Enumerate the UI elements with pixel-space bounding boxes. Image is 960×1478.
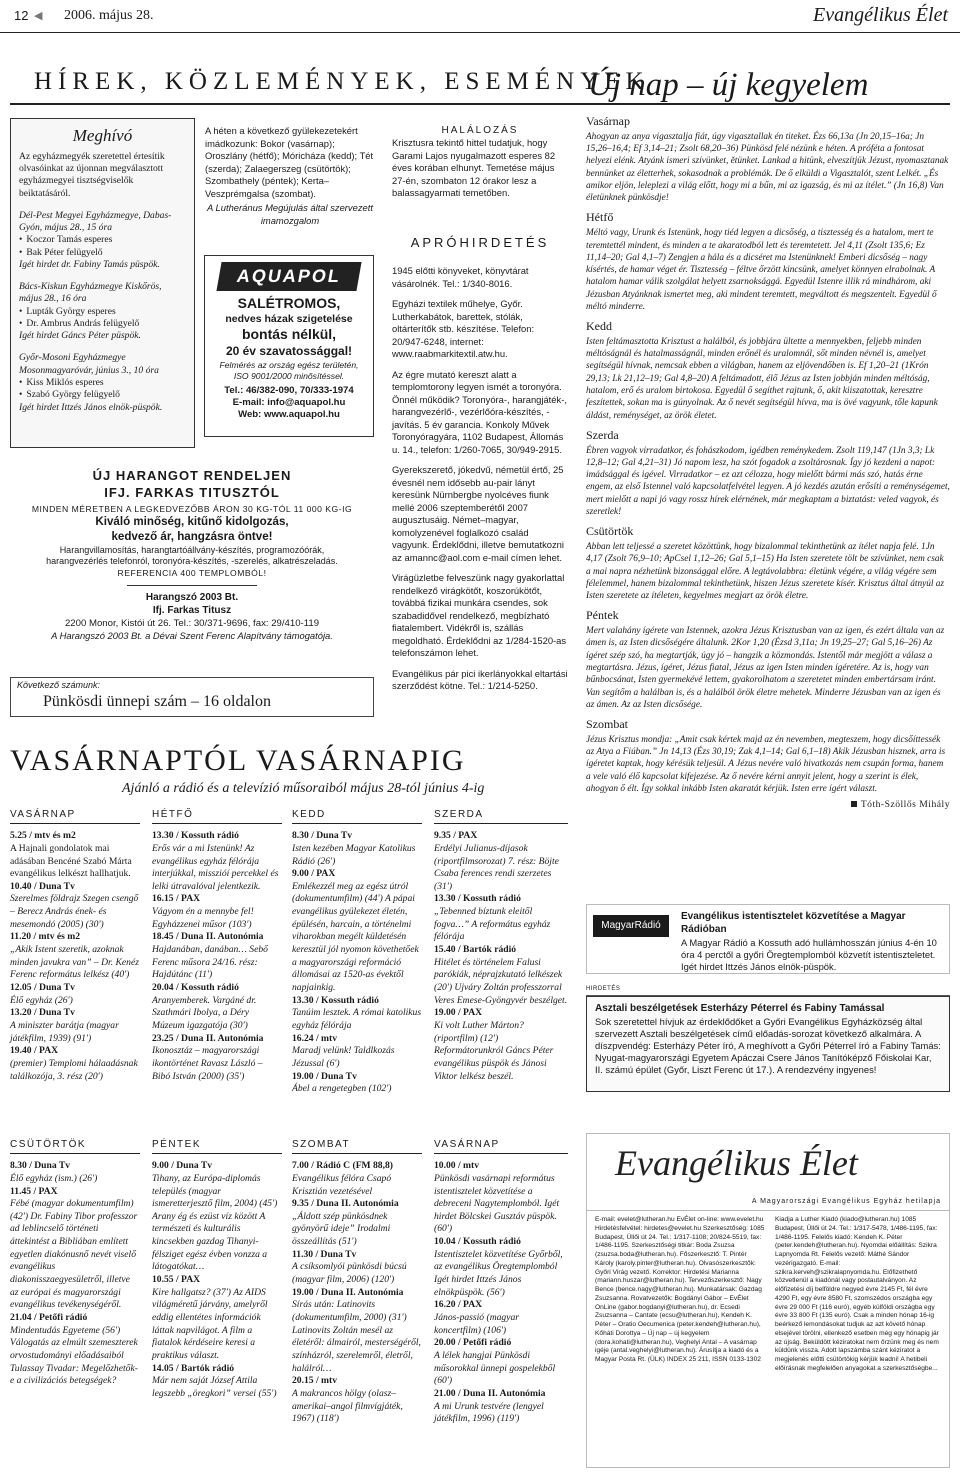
entry-desc: Élő egyház (ism.) (26') bbox=[10, 1172, 98, 1184]
entry-desc: Szerelmes földrajz Szegen csengő – Berecz András ének- és mesemondó (2005) (30') bbox=[10, 893, 139, 930]
entry-desc: Evangélikus félóra Csapó Krisztián vezetésével bbox=[292, 1172, 392, 1197]
group-preacher: Igét hirdet dr. Fabiny Tamás püspök. bbox=[19, 258, 160, 270]
ad-line: REFERENCIA 400 TEMPLOMBÓL! bbox=[117, 567, 267, 578]
entry-time: 10.40 / Duna Tv bbox=[10, 880, 75, 892]
entry-desc: Vágyom én a mennybe fel! Egyházzenei műsor (103') bbox=[152, 906, 254, 930]
header-rule bbox=[0, 32, 960, 33]
group-item: • Dr. Ambrus András felügyelő bbox=[19, 318, 186, 330]
entry-time: 9.35 / Duna II. Autonómia bbox=[292, 1198, 399, 1210]
apro-item: Gyerekszerető, jókedvű, németül értő, 25 évesnél nem idősebb au-pair lányt keresünk Nürnbergbe nyolcéves fiunk mellé 2006 szeptemberétől 2007 augusztusáig. Német–magyar, komolyzenével foglalkozó család vagyunk. Érdeklődni, illetve bemutatkozni az amannc@aol.com e-mail címen lehet. bbox=[392, 464, 564, 563]
ad-label: HIRDETÉS bbox=[586, 986, 950, 996]
apro-block bbox=[392, 234, 568, 693]
ad-line: IFJ. FARKAS TITUSZTÓL bbox=[104, 484, 280, 500]
entry-desc: Tihany, az Európa-diplomás település (magyar ismeretterjesztő film, 2004) (45') Arany ég és ezüst víz között A természeti és kulturális kincsekben gazdag Tihanyi-félsziget egész évben vonzza a látogatókat… bbox=[152, 1172, 278, 1273]
ad-line: kedvező ár, hangzásra öntve! bbox=[111, 530, 273, 544]
ad-line: 20 év szavatossággal! bbox=[225, 344, 353, 359]
entry-time: 8.30 / Duna Tv bbox=[292, 830, 353, 842]
entry-desc: A miniszter barátja (magyar játékfilm, 1939) (91') bbox=[10, 1020, 119, 1044]
entry-desc: Hajdanában, danában… Sebő Ferenc műsora 24/16. rész: Hajdútánc (11') bbox=[152, 944, 268, 981]
entry-time: 5.25 / mtv és m2 bbox=[10, 830, 76, 842]
day-text: Isten feltámasztotta Krisztust a halálból, és jobbjára ültette a mennyekben, feljebb minden méltóságnál és hatalmasságnál, minden erőnél és uralomnál, sőt minden névnél is, amelyet segítségül hívnak, nemcsak ebben a világban, hanem az eljövendőben is. Ef 1,20–21 (1Krón 29,13; Lk 21,12–19; Gal 4,8–20) A feltámadott, élő Jézus az Isten jobbján minden méltóság, hatalom, erő és uralom birtokosa. Egyedül ő segíthet rajtunk, ő, akit kiiszatottak, keresztre feszítettek, sokan ma is gúnyolnak. Az ő nevét segítségül hívva, ma is övé vagyunk, tőle kapunk áldást, reménységet, az örök életet. bbox=[586, 336, 938, 421]
entry-time: 9.00 / PAX bbox=[292, 868, 336, 880]
entry-time: 13.30 / Kossuth rádió bbox=[434, 893, 521, 905]
entry-desc: A makrancos hölgy (olasz–amerikai–angol filmvígjáték, 1967) (118') bbox=[292, 1388, 403, 1425]
radio-text: A Magyar Rádió a Kossuth adó hullámhosszán június 4-én 10 óra 4 perctől a győri Öregtemplomból közvetít istentiszteletet. Igét hirdet Ittzés János elnök-püspök. bbox=[681, 936, 937, 972]
aquapol-ad bbox=[204, 255, 374, 437]
entry-time: 12.05 / Duna Tv bbox=[10, 982, 75, 994]
entry-desc: Sírás után: Latinovits (dokumentumfilm, 2000) (31') Latinovits Zoltán mesél az életéről: álmairól, mesterségéről, színházról, szerelemről, életről, halálról… bbox=[292, 1299, 421, 1374]
entry-time: 18.45 / Duna II. Autonómia bbox=[152, 931, 264, 943]
program-day bbox=[10, 1138, 140, 1388]
program-day bbox=[434, 808, 568, 1083]
vasarnaptol-subtitle: Ajánló a rádió és a televízió műsoraiból május 28-tól június 4-ig bbox=[122, 781, 485, 796]
ad-line: Ifj. Farkas Titusz bbox=[152, 604, 232, 616]
apro-item: Egyházi textilek műhelye, Győr. Lutherkabátok, barettek, stólák, oltárterítők stb. készítése. Telefon: 20/947-6248, internet: www.raabmarkitextil.atw.hu. bbox=[392, 298, 535, 360]
apro-title: APRÓHIRDETÉS bbox=[410, 235, 550, 250]
day-heading: Csütörtök bbox=[586, 524, 634, 539]
entry-time: 10.00 / mtv bbox=[434, 1160, 480, 1172]
day-text: Abban lett teljessé a szeretet közöttünk, hogy bizalommal tekinthetünk az ítélet napja felé. 1Jn 4,17 (Zsolt 76,9–10; ApCsel 1,12–26; Gal 5,1–15) Ha Isten szeretete tölt be szívünket, nem csak a mai napra nézhetünk bizonsággal előre. A legtávolabbra: életünk végére, a világ végére sem félelemmel, hanem bizalommal tekinthetünk, hiszen Jézus szeretete kísér. Krisztus által átnyúl az Isten szeretete az ítéleten, kegyelmes megjart az örök életre. bbox=[586, 542, 945, 602]
ad-web[interactable]: Web: www.aquapol.hu bbox=[238, 409, 340, 421]
entry-time: 21.04 / Petőfi rádió bbox=[10, 1312, 88, 1324]
next-issue-label: Következő számunk: bbox=[17, 680, 101, 690]
entry-time: 21.00 / Duna II. Autonómia bbox=[434, 1388, 546, 1399]
entry-time: 13.30 / Kossuth rádió bbox=[292, 994, 379, 1006]
entry-desc: Ki volt Luther Márton? (riportfilm) (12') Reformátorunkról Gáncs Péter evangélikus püspök és Jánosi Viktor lelkész beszél. bbox=[434, 1020, 554, 1082]
ad-line: Harangvillamosítás, harangtartóállvány-készítés, programozóórák, bbox=[59, 544, 325, 555]
meghivo-intro: Az egyházmegyék szeretettel értesítik olvasóinkat az újonnan megválasztott egyházmegyei tisztségviselők beiktatásáról. bbox=[19, 150, 165, 199]
entry-time: 11.30 / Duna Tv bbox=[292, 1248, 357, 1260]
entry-desc: Kire hallgatsz? (37') Az AIDS világméretű járvány, amelyről eddig ellentétes információk láttak napvilágot. A film a fiatalok kérdéseire keresi a praktikus választ. bbox=[152, 1286, 268, 1362]
ad-line: 2200 Monor, Kistói út 26. Tel.: 30/371-9696, fax: 29/410-119 bbox=[64, 617, 320, 629]
day-heading: Kedd bbox=[586, 319, 612, 334]
entry-time: 19.00 / Duna II. Autonómia bbox=[292, 1286, 404, 1298]
entry-desc: Maradj velünk! Taldlkozás Jézussal (6') bbox=[292, 1045, 395, 1069]
entry-time: 9.00 / Duna Tv bbox=[152, 1160, 213, 1172]
meghivo-group bbox=[19, 281, 186, 342]
harang-ad bbox=[10, 462, 374, 657]
brand-logo: Evangélikus Élet bbox=[813, 4, 948, 26]
entry-time: 19.40 / PAX bbox=[10, 1045, 59, 1057]
entry-desc: (premier) Templomi hálaadásnak találkozója, 3. rész (20') bbox=[10, 1058, 138, 1082]
day-text: Mert valahány ígérete van Istennek, azokra Jézus Krisztusban van az igen, és ezért általa van az ámen is, az Isten dicsőségére általunk. 2Kor 1,20 (Ézsd 3,11a; Jn 19,25–27; Gal 5,16–26) Az ígéret szép szó, ha megtartják, úgy jó – hangzik a közmondás. Istentől már megjött a válasz a megtartásra. Jézus, ígéret, Jézus fiatal, Jézus az igen Isten minden ígéretére. Az is, hogy van bűnbocsánat, Isten gyermekévé lettem, gyakorolhatom a szeretetet minden embertársam iránt. Van segítőm a halálban is, és a halálból örök életre mehetek. Minderre Jézusban van az igen és az ámen. Az az Isten dicsősége. bbox=[586, 626, 945, 710]
heten-block bbox=[205, 125, 375, 227]
entry-desc: Hitélet és történelem Falusi parókiák, népraj​zkutató lelkészek (20') Ujváry Zoltán professzorral Veres Emese-Gyöngyvér beszélget. bbox=[434, 956, 568, 1006]
day-heading: PÉNTEK bbox=[152, 1138, 282, 1154]
masthead-box bbox=[586, 1133, 950, 1468]
entry-desc: Tanúim lesztek. A római katolikus egyház félórája bbox=[292, 1007, 422, 1032]
masthead-title: Evangélikus Élet bbox=[615, 1143, 858, 1183]
entry-time: 16.20 / PAX bbox=[434, 1299, 483, 1311]
day-heading: Hétfő bbox=[586, 210, 614, 225]
radio-box bbox=[586, 904, 950, 974]
meghivo-group bbox=[19, 352, 186, 413]
apro-item: Az égre mutató kereszt alatt a templomtorony legyen ismét a toronyóra. Önnél működik? Toronyóra-, harangjáték-, harangvezérlő-, vezérlőóra-készítés, -javítás. 5 év garancia. Konkoly Művek Toronyóragyára, 1102 Budapest, Állomás u. 14., telefon: 1/260-7065, 30/949-2915. bbox=[392, 368, 567, 455]
hirdetes-label bbox=[586, 986, 950, 996]
entry-time: 14.05 / Bartók rádió bbox=[152, 1362, 235, 1374]
entry-desc: A lélek hangjai Pünkösdi műsorokkal ünnepi gospelekből (60') bbox=[434, 1350, 556, 1387]
meghivo-box bbox=[10, 118, 195, 448]
day-heading: Szombat bbox=[586, 717, 628, 732]
ad-line: ÚJ HARANGOT RENDELJEN bbox=[92, 468, 292, 483]
group-place: Dél-Pest Megyei Egyházmegye, Dabas-Gyón, május 28., 15 óra bbox=[19, 209, 172, 234]
ujnap-title: Új nap – új kegyelem bbox=[588, 67, 869, 103]
entry-desc: Istentisztelet közvetítése Győrből, az evangélikus Öregtemplomból Igét hirdet Ittzés János elnökpüspök. (56') bbox=[434, 1248, 563, 1298]
day-heading: HÉTFŐ bbox=[152, 808, 282, 824]
entry-desc: „Akik Istent szeretik, azoknak minden javukra van” – Dr. Kenéz Ferenc református lelkész (40') bbox=[10, 944, 139, 981]
halalozas-title: HALÁLOZÁS bbox=[441, 125, 519, 136]
entry-desc: Ábel a rengetegben (102') bbox=[292, 1083, 392, 1095]
entry-desc: Már nem saját József Attila legszebb „öregkori” versei (55') bbox=[152, 1375, 277, 1399]
masthead-subtitle: A Magyarországi Evangélikus Egyház hetilapja bbox=[751, 1198, 941, 1205]
masthead-col2: Kiadja a Luther Kiadó (kiado@lutheran.hu) 1085 Budapest, Üllői út 24. Tel.: 1/317-5478, 1/486-1195, fax: 1/486-1195. Felelős kiadó: Kendeh K. Péter (peter.kendeh@lutheran.hu). Nyomdai előállítás: Szikra Lapnyomda Rt. Felelős vezető: Máthé Sándor vezérigazgató. E-mail: szikra.kerveh@szikralapnyomda.hu. Előfizethető közvetlenül a kiadónál vagy postautalványon. Az előfizetési díj belföldre negyed évre 2145 Ft, fél évre 4290 Ft, egy évre 8580 Ft, szomszédos országba egy évre 29 000 Ft (116 euró), egyéb külföldi országba egy évre 33 800 Ft (135 euró). Csak a minden hónap 16-ig beérkező lemondásokat tudjuk az azt követő hónap elsejével törölni, ellenkező esetben még egy hónapig jár az újság. Beküldött kéziratokat nem őrzünk meg és nem küldünk vissza. Adott lapszámba szánt kéziratot a megjelenés előtti csütörtökig kérjük leadni! A hetibeli előírásnak megfelelően anyagokat a szerkesztőségbe... bbox=[775, 1216, 939, 1373]
entry-time: 13.20 / Duna Tv bbox=[10, 1007, 75, 1019]
heten-note: A Lutheránus Megújulás által szervezett imamozgalom bbox=[207, 202, 373, 226]
ad-line: harangvezérlés telefonról, toronyóra-készítés, -szerelés, alkatrészeladás. bbox=[46, 556, 338, 567]
ad-line: Kiváló minőség, kitűnő kidolgozás, bbox=[95, 515, 289, 529]
day-heading: CSÜTÖRTÖK bbox=[10, 1138, 140, 1154]
hirek-title: HÍREK, KÖZLEMÉNYEK, ESEMÉNYEK bbox=[34, 68, 650, 95]
ad-line: MINDEN MÉRETBEN A LEGKEDVEZŐBB ÁRON 30 KG-TÓL 11 000 KG-IG bbox=[31, 504, 353, 515]
entry-time: 8.30 / Duna Tv bbox=[10, 1160, 71, 1172]
day-heading: SZOMBAT bbox=[292, 1138, 422, 1154]
group-preacher: Igét hirdet Ittzés János elnök-püspök. bbox=[19, 401, 163, 413]
entry-time: 11.45 / PAX bbox=[10, 1185, 58, 1197]
next-issue-text: Pünkösdi ünnepi szám – 16 oldalon bbox=[43, 692, 271, 710]
entry-time: 10.55 / PAX bbox=[152, 1274, 201, 1286]
aquapol-logo: AQUAPOL bbox=[216, 262, 361, 291]
entry-desc: A mi Urunk testvére (lengyel játékfilm, 1996) (119') bbox=[434, 1400, 544, 1425]
issue-date: 2006. május 28. bbox=[64, 8, 154, 23]
ad-email[interactable]: E-mail: info@aquapol.hu bbox=[232, 396, 346, 408]
ad-line: SALÉTROMOS, bbox=[237, 295, 341, 312]
apro-item: Virágüzletbe felveszünk nagy gyakorlattal rendelkező virágkötőt, koszorúkötőt, továbbá fizikai munkára csendes, sok szabadidővel rendelkező, megbízható fiatalembert. Vidékről is, szállás megoldható. Érdeklődni az 1/284-1520-as telefonszámon lehet. bbox=[392, 572, 567, 659]
program-day bbox=[10, 808, 140, 1083]
group-item: • Lupták György esperes bbox=[19, 306, 186, 318]
section-rule bbox=[10, 103, 950, 105]
entry-time: 9.35 / PAX bbox=[434, 830, 478, 842]
day-heading: Vasárnap bbox=[586, 114, 630, 128]
magyar-radio-logo: MagyarRádió bbox=[593, 915, 669, 937]
entry-time: 19.00 / PAX bbox=[434, 1007, 483, 1019]
group-item: • Bak Péter felügyelő bbox=[19, 247, 186, 259]
day-heading: VASÁRNAP bbox=[434, 1138, 568, 1154]
program-day bbox=[152, 808, 282, 1083]
next-issue-box bbox=[10, 677, 374, 717]
ad-line: Harangszó 2003 Bt. bbox=[145, 591, 239, 603]
entry-desc: János-passió (magyar koncertfilm) (106') bbox=[434, 1312, 520, 1336]
entry-desc: Aranyemberek. Vargáné dr. Szathmári Ibolya, a Déry Múzeum igazgatója (30') bbox=[152, 994, 257, 1032]
ad-line: A Harangszó 2003 Bt. a Dévai Szent Ferenc Alapítvány támogatója. bbox=[51, 629, 333, 641]
apro-item: Evangélikus pár pici ikerlányokkal eltartási szerződést kötne. Tel.: 1/214-5250. bbox=[392, 667, 568, 692]
halalozas-text: Krisztusra tekintő hittel tudatjuk, hogy Garami Lajos nyugalmazott esperes 82 éves korában elhunyt. Temetése május 27-én, szombaton 12 órakor lesz a balassagyarmati temetőben. bbox=[392, 137, 556, 199]
entry-time: 20.15 / mtv bbox=[292, 1375, 338, 1387]
ad-divider bbox=[127, 585, 257, 586]
vasarnaptol-title: VASÁRNAPTÓL VASÁRNAPIG bbox=[10, 744, 466, 777]
entry-desc: Emlékezzél meg az egész útról (dokumentumfilm) (44') A pápai evangélikus gyülekezet életén, épülésén, harcain, a történelmi viharokban megélt küldetésén keresztül jól nyomon követhetőek a magyarországi reformáció állomásai az 1520-as évektől napjainkig. bbox=[292, 880, 419, 994]
entry-time: 20.04 / Kossuth rádió bbox=[152, 982, 239, 994]
day-text: Méltó vagy, Urunk és Istenünk, hogy tiéd legyen a dicsőség, a tisztesség és a hatalom, mert te teremtettél mindent, és minden a te akaratodból lett és teremtetett. Jel 4,11 (Zsolt 135,6; Ez 11,14–20; Gal 4,1–7) Zengjen a hála és a dicséret ma Istenünknek! Emberi dicsőség – nagy kísértés, de hamar véget ér. Tisztesség – féltve őrzött kincsünk, amelyet könnyen elrabolnak. A hatalom hamar válik szolgálat helyett zsarnoksággá. Egyedül Istenre illik rá mindhárom, aki Jézusban Atyánknak ismertet meg, aki mindent teremtett, megváltott és megszentelt. Egyedül ő méltó minderre. bbox=[586, 228, 937, 312]
entry-time: 16.15 / PAX bbox=[152, 893, 201, 905]
apro-item: 1945 előtti könyveket, könyvtárat vásárolnék. Tel.: 1/340-8016. bbox=[392, 265, 529, 289]
entry-time: 7.00 / Rádió C (FM 88,8) bbox=[292, 1160, 393, 1172]
day-text: Ahogyan az anya vigasztalja fiát, úgy vigasztallak én titeket. Ézs 66,13a (Jn 20,15–16a; Jn 15,26–16,4; Ef 3,14–21; Zsolt 68,20–36) Pünkösd felé nézünk e héten. A prófétа a fontosat helyezi elénk. Atyánk ismeri szívünket, ětünket. Lankad a hitünk, elveszítjük Jézust, nyomasztanak bennünket az életterhek, sokasodnak a problémák. De ő elküldi a Vigasztalót, szent Lelkét. „És amikor eljön, leleplezi a világ előtt, hogy mi a bűn, mi az igazság, és mi az ítélet.” (Jn 16,8) Van életünknek pünkösdje! bbox=[586, 131, 949, 204]
entry-desc: Isten kezében Magyar Katolikus Rádió (26') bbox=[292, 842, 416, 867]
halalozas-block bbox=[392, 124, 568, 200]
masthead-rule bbox=[587, 1210, 949, 1211]
entry-time: 10.04 / Kossuth rádió bbox=[434, 1236, 521, 1248]
program-day bbox=[292, 808, 422, 1096]
entry-desc: A csíksomlyói pünkösdi búcsú (magyar film, 2006) (120') bbox=[292, 1261, 407, 1286]
meghivo-group bbox=[19, 210, 186, 271]
program-day bbox=[152, 1138, 282, 1401]
ujnap-column bbox=[586, 108, 950, 813]
entry-desc: Mindentudás Egyeteme (56') Válogatás az elmúlt szemeszterek orvostudományi előadásaiból Tulassay Tivadar: Megelőzhetők-e a civilizációs betegségek? bbox=[10, 1324, 138, 1387]
entry-desc: Pünkösdi vasárnapi református istentisztelet közvetítése a debreceni Nagytemplomból. Igét hirdet Bölcskei Gusztáv püspök. (60') bbox=[434, 1172, 560, 1235]
entry-desc: Erdélyi Julianus-díjasok (riportfilmsorozat) 7. rész: Böjte Csaba ferences rendi szerzetes (31') bbox=[434, 842, 559, 892]
program-day bbox=[292, 1138, 422, 1426]
entry-desc: Fébé (magyar dokumentumfilm) (42') Dr. Fabiny Tibor professzor ad leblincselő történeti áttekintést a Bibliában említett egyetlen diakónusnő nevét viselő evangélikus diakonisszaegyesületről, illetve az európai és magyarországi evangélikus tevékenységéről. bbox=[10, 1198, 138, 1311]
day-heading: Szerda bbox=[586, 427, 619, 442]
day-text: Jézus Krisztus mondja: „Amit csak kértek majd az én nevemben, megteszem, hogy dicsőíttessék az Atya a Fiúban.” Jn 14,13 (Ézs 30,19; Zak 4,1–14; Gal 6,1–18) Akik Jézusban hisznek, arra is ígéretet kaptak, hogy kérésük teljesül. A Jézus nevére való hivatkozás nem csupán forma, hanem a vele való élő kapcsolat kifejezése. Az ő nevére kérni annyit jelent, hogy a szerint is élek, ahogyan ő élt. Így sokkal inkább Isten akaratát kérjük. Isten erre ígért választ. bbox=[586, 734, 946, 794]
meghivo-title: Meghívó bbox=[72, 126, 133, 145]
entry-time: 15.40 / Bartók rádió bbox=[434, 944, 517, 956]
ad-line: bontás nélkül, bbox=[241, 326, 337, 343]
radio-title: Evangélikus istentisztelet közvetítése a Magyar Rádióban bbox=[681, 911, 906, 935]
entry-desc: Erős vár a mi Istenünk! Az evangélikus egyház félórája interjúkkal, misszióí percekkel és lelki útravalóval jelentkezik. bbox=[152, 842, 279, 892]
entry-desc: A Hajnali gondolatok mai adásában Bencéné Szabó Márta evangélikus lelkészt hallhatjuk. bbox=[10, 842, 132, 880]
entry-desc: Ikonosztáz – magyarországi ikontörténet Ravasz László – Bibó István (2000) (35') bbox=[152, 1045, 263, 1082]
ad-line: nedves házak szigetelése bbox=[225, 312, 353, 325]
entry-desc: „Áldott szép pünkösdnek gyönyörű ideje” Irodalmi összeállítás (51') bbox=[292, 1210, 391, 1248]
group-item: • Koczor Tamás esperes bbox=[19, 234, 186, 246]
heten-text: A héten a következő gyülekezetekért imádkozunk: Bokor (vasárnap); Oroszlány (hétfő); Móricháza (kedd); Tét (szerda); Zalaegerszeg (csütörtök); Szombathely (péntek); Kerta–Veszprémgalsa (szombat). bbox=[205, 125, 374, 199]
hirdetes-box bbox=[586, 996, 950, 1092]
day-text: Ébren vagyok virradatkor, és fohászkodom, igédben reménykedem. Zsolt 119,147 (1Jn 3,3; Lk 12,8–12; Gal 4,21–31) Jó napom lesz, ha szót fogadok a zsoltárosnak. Így jó kezdeni a napot: imádsággal és igével. Virradatkor – ez azt célozza, hogy mielőtt bármi más szó, hatás érne engem, az első Istennel való kapcsolatfelvétel legyen. A jó kezdés azután erősíti a reménységemet, mert mielőtt a napi jó vagy rossz hírek elérnének, már megkaptam a biztatást: veled vagyok, és szeretlek! bbox=[586, 445, 950, 517]
entry-desc: „Tebenned bíztunk eleitől fogva…” A református egyház félórája bbox=[434, 906, 551, 943]
ujnap-author bbox=[586, 799, 950, 812]
day-heading: Péntek bbox=[586, 608, 619, 623]
masthead-col1: E-mail: evelet@lutheran.hu EvÉlet on-line: www.evelet.hu Hirdetésfelvétel: hirdetes@evelet.hu Szerkesztőség: 1085 Budapest, Üllői út 24. Tel.: 1/317-1108; 20/824-5519, fax: 1/486-1195. Szerkesztőségi titkár: Boda Zsuzsa (zsuzsa.boda@lutheran.hu). Főszerkesztő: T. Pintér Károly (karoly.pinter@lutheran.hu). Olvasószerkesztők: Győri Virág vezető. Korrektor: Hirdetési Marianna (mariann.huszar@lutheran.hu). Tervezőszerkesztő: Nagy Bence (bence.nagy@lutheran.hu). Munkatársak: Gazdag Zsuzsanna. Rovatvezetők: Bogdányi Gábor – EvÉlet OnLine (gabor.bogdanyi@lutheran.hu), dr. Ecsedi Zsuzsanna – Cantate (ecsu@lutheran.hu), Kendeh K. Péter – Oratio Oecumenica (peter.kendeh@lutheran.hu), Kőháti Dorottya – Új nap – új kegyelem (dora.kohati@lutheran.hu), Veghelyi Antal – A vasárnap igéje (antal.veghelyi@lutheran.hu). Árusítja a kiadó és a Magyar Posta Rt. (ÜLK) INDEX 25 211, ISSN 0133-1302 bbox=[595, 1216, 765, 1364]
entry-time: 23.25 / Duna II. Autonómia bbox=[152, 1032, 264, 1044]
ad-phone: Tel.: 46/382-090, 70/333-1974 bbox=[224, 384, 354, 396]
hirdetes-text: Sok szeretettel hívjuk az érdeklődőket a Győri Evangélikus Egyházközség által szervezett Asztali beszélgetések című előadás-sorozat következő alkalmára. A díszpvendég: Esterházy Péter író, A meghívott a Győri Péterrel író a Fabiny Tamás: Nyugat-magyarországi Egyetem Apáczai Csere János Tanítóképző Főiskolai Kar, II. számú épület (Győr, Liszt Ferenc út 17.). A rendezvény ingyenes! bbox=[595, 1015, 941, 1075]
day-heading: VASÁRNAP bbox=[10, 808, 140, 824]
hirdetes-title: Asztali beszélgetések Esterházy Péterrel és Fabiny Tamással bbox=[595, 1003, 885, 1014]
entry-time: 20.00 / Petőfi rádió bbox=[434, 1337, 512, 1349]
group-preacher: Igét hirdet Gáncs Péter püspök. bbox=[19, 330, 141, 342]
entry-time: 16.24 / mtv bbox=[292, 1032, 338, 1044]
group-place: Győr-Mosoni Egyházmegye Mosonmagyaróvár, június 3., 10 óra bbox=[19, 352, 159, 376]
entry-desc: Élő egyház (26') bbox=[10, 994, 73, 1006]
day-heading: SZERDA bbox=[434, 808, 568, 824]
day-heading: KEDD bbox=[292, 808, 422, 824]
entry-time: 11.20 / mtv és m2 bbox=[10, 931, 81, 943]
prev-arrow-icon: ◀ bbox=[34, 10, 43, 22]
program-day bbox=[434, 1138, 568, 1426]
group-place: Bács-Kiskun Egyházmegye Kiskőrös, május 28., 16 óra bbox=[19, 281, 162, 305]
author-name: Tóth-Szöllős Mihály bbox=[860, 799, 950, 811]
page-number: 12 bbox=[14, 8, 29, 23]
ad-line: Felmérés az ország egész területén, ISO 9001/2000 minősítéssel. bbox=[219, 359, 359, 381]
entry-time: 19.00 / Duna Tv bbox=[292, 1070, 357, 1082]
entry-time: 13.30 / Kossuth rádió bbox=[152, 830, 239, 842]
group-item: • Kiss Miklós esperes bbox=[19, 377, 186, 389]
group-item: • Szabó György felügyelő bbox=[19, 389, 186, 401]
